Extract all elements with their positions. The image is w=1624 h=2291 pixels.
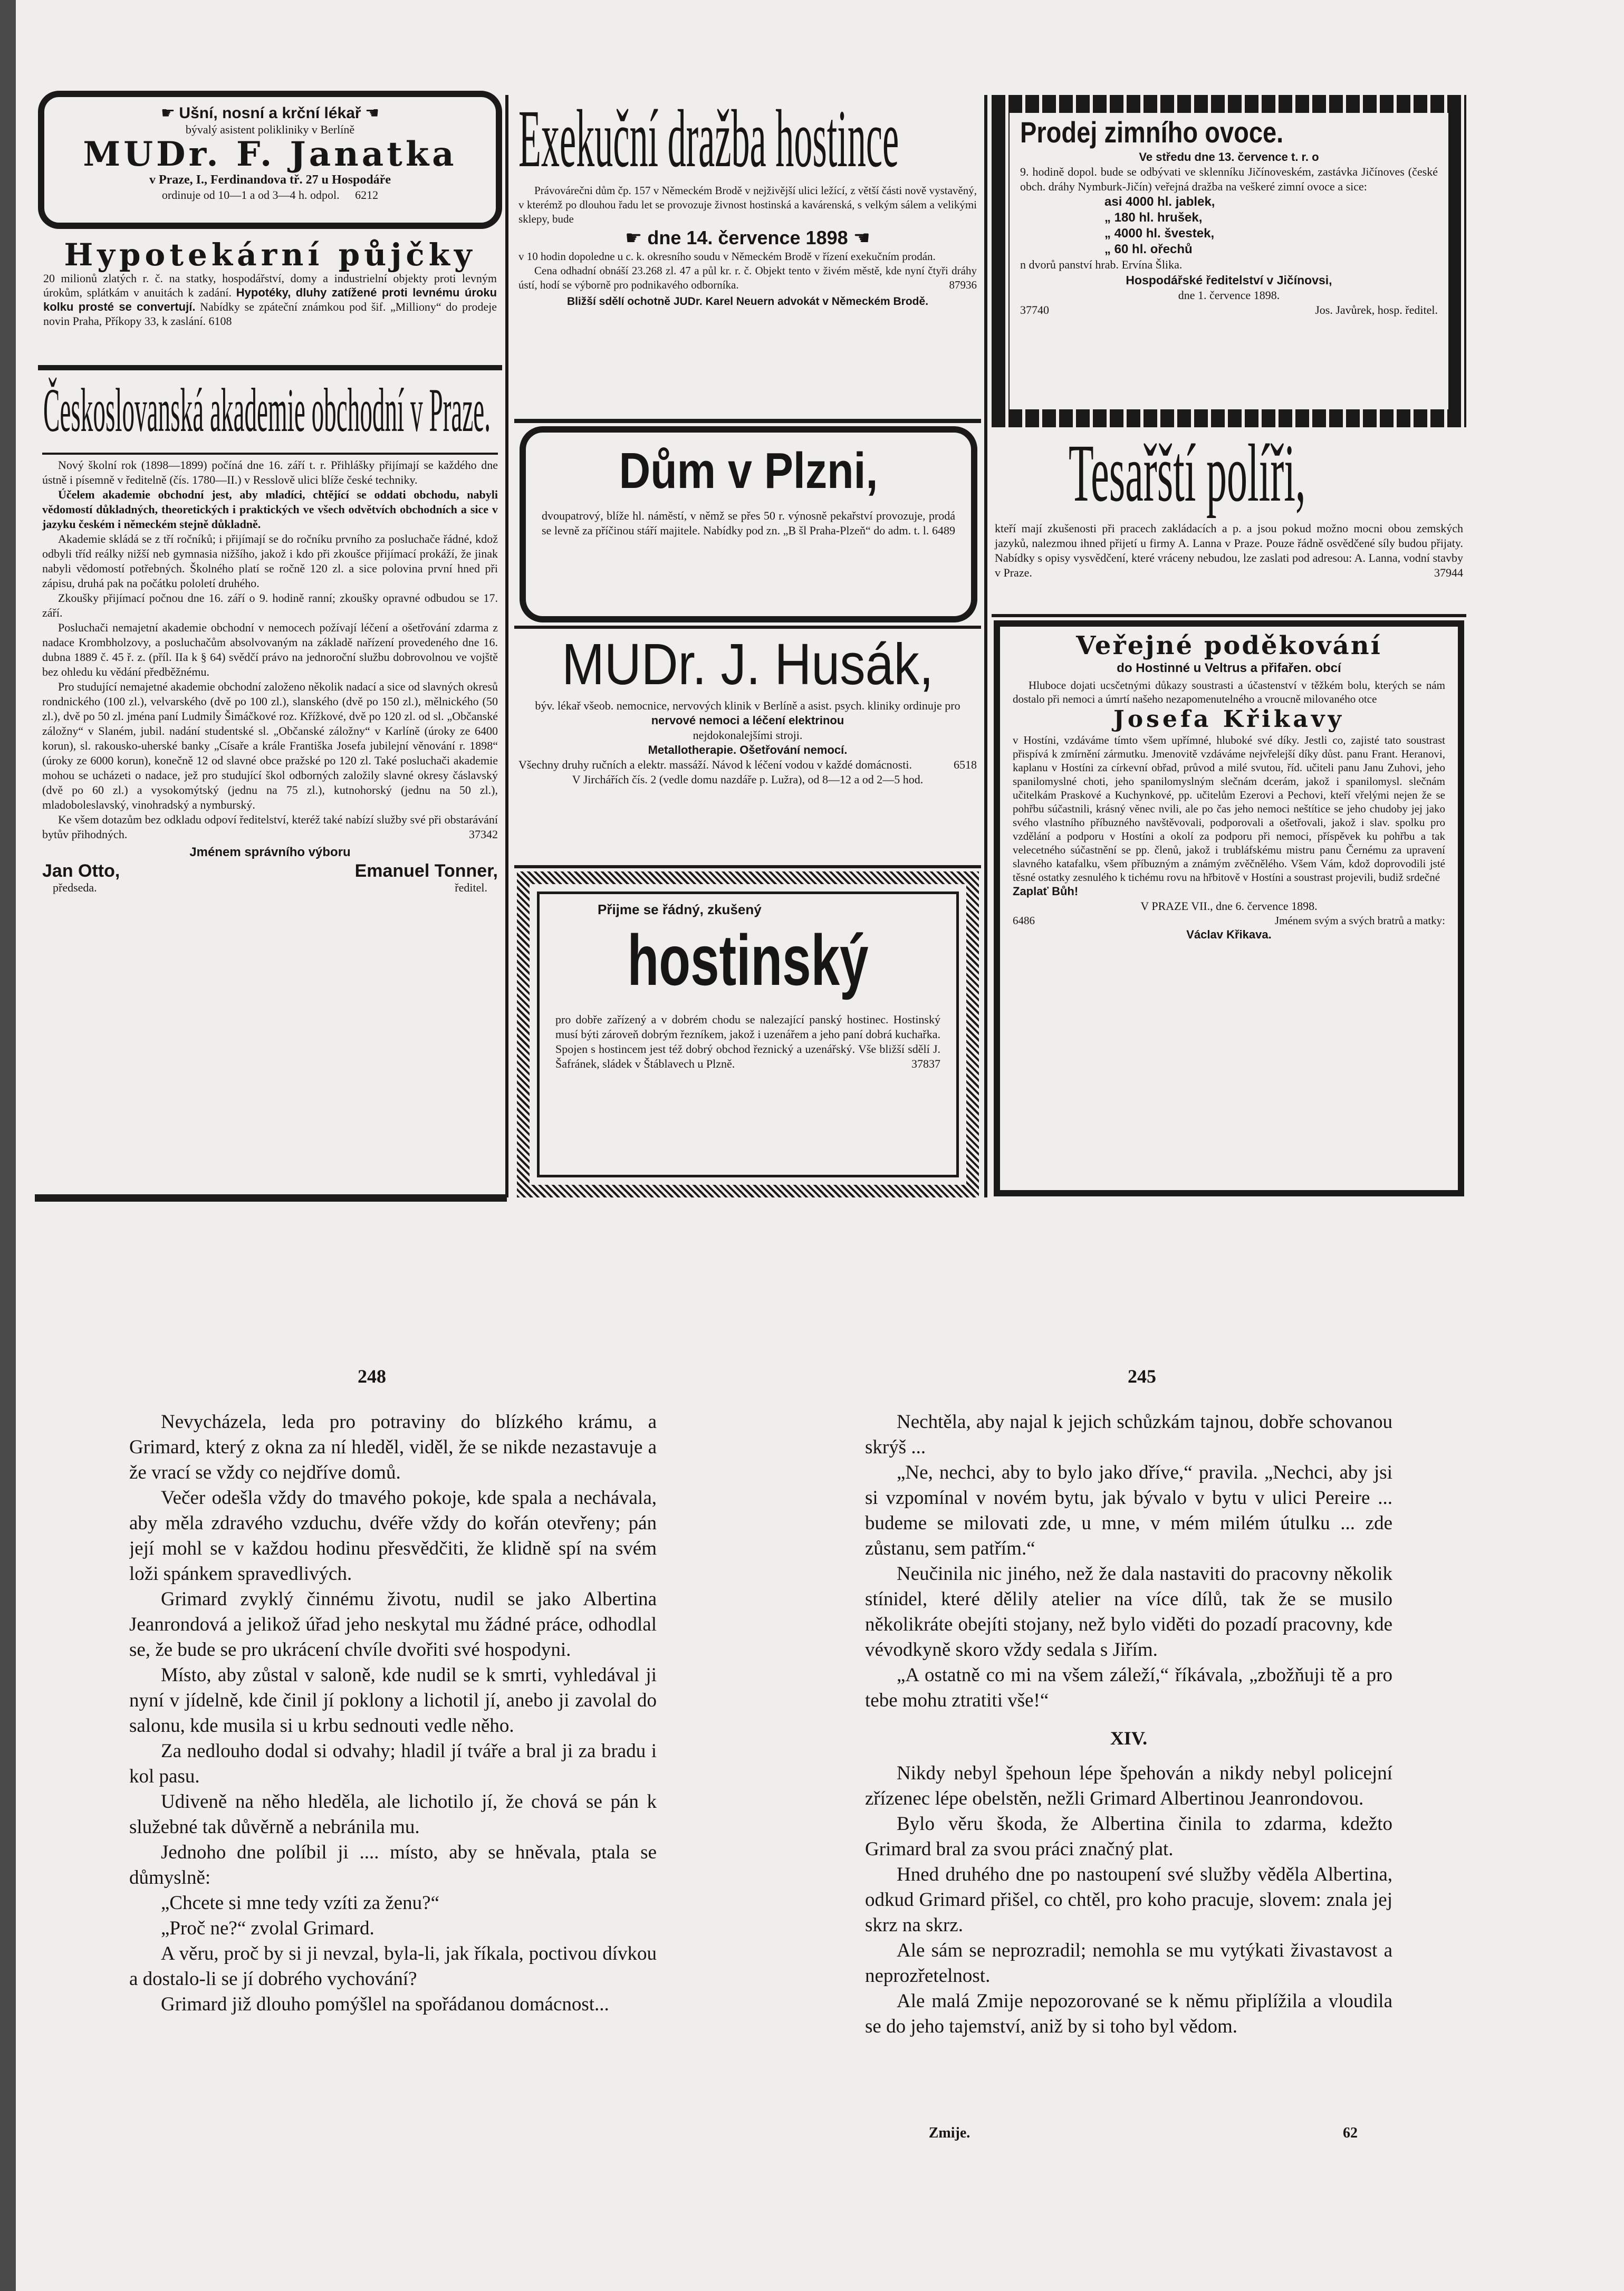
- ad-drazba-body: Právovárečni dům čp. 157 v Německém Brodě v nejživější ulici ležící, z větší části nově vystavěný, v kterémž po dlouhou řadu let se provozuje živnost hostinská a kavárenská, s velkým sálem a velikými sklepy, bude: [518, 184, 977, 225]
- novel-paragraph: A věru, proč by si ji nevzal, byla-li, jak říkala, poctivou dívkou a dostalo-li se jí dobrého vychování?: [129, 1943, 657, 1990]
- ad-podekovani-p2: v Hostíni, vzdáváme tímto všem upřímné, hluboké své díky. Jestli co, zajisté tato soustrast přispívá k zmírnění zármutku. Jmenovitě vzdáváme nejvřelejší díky důst. panu Frant. Heranovi, kaplanu v Hostíni za církevní obřad, průvod a milé svutou, říd. učiteli panu Janu Zuhovi, jeho spanilomyslné choti, jeho spanilomyslným slečnám dcerám, jakož i spanilomysl. slečnám učitelkám Praskové a Kuchynkové, pp. učitelům Ezerovi a Pechovi, kteří vřelými nejen že se pohřbu súčastnili, krásný věnec nvili, ale po čas jeho nemoci neštítice se jeho chudoby jej jako svého vlastního příbuzného navštěvovali, podporovali a ošetřovali, jakož i slav. spolku pro vzdělání a podporu v Hostíni a okolí za podporu při nemoci, příspěvek ku pohřbu a tak velecetného súčastnění se pp. členů, jakož i trubláfskému mistru panu Černému za upravení slavného katafalku, všem příbuzným a známým zvěčnělého. Všem Vám, kdož doprovodili jsté těsné ostatky zesnulého k tichému rovu na hřbitově v Hostíni a soustrast projevili, budiž srdečné: [1013, 734, 1445, 884]
- ad-dum-plzen: [520, 426, 977, 622]
- ad-janatka-address: v Praze, I., Ferdinandova tř. 27 u Hospodáře: [149, 173, 391, 187]
- ad-husak-line1: býv. lékař všeob. nemocnice, nervových klinik v Berlíně a asist. psych. kliniky ordinuje pro: [535, 699, 960, 712]
- ad-janatka-title: Ušní, nosní a krční lékař: [179, 104, 361, 122]
- ad-ovoce-lead: Ve středu dne 13. července t. r. o: [1139, 150, 1319, 164]
- ad-dum-ref: 6489: [932, 524, 955, 537]
- divider: [514, 626, 981, 629]
- left-page-number: 248: [358, 1366, 386, 1387]
- ad-husak: [514, 631, 981, 863]
- pointing-hand-icon: ☛: [625, 227, 642, 248]
- novel-paragraph: „Proč ne?“ zvolal Grimard.: [161, 1918, 374, 1939]
- ad-hypotekarni-bold: Hypotéky, dluhy zatížené proti levnému úroku kolku prosté se convertují.: [43, 286, 497, 313]
- novel-paragraph: Grimard zvyklý činnému životu, nudil se jako Albertina Jeanrondová a jelikož úřad jeho neskytal mu žádné práce, odhodlal se, že bude se pro ukrácení chvíle dvořiti své hospodyni.: [129, 1588, 657, 1661]
- ad-podekovani: [994, 620, 1464, 1196]
- divider: [992, 614, 1466, 617]
- novel-paragraph: Hned druhého dne po nastoupení své služby věděla Albertina, odkud Grimard přišel, co chtěl, pro koho pracuje, slovem: znala jej skrz na skrz.: [865, 1864, 1392, 1936]
- ad-akademie-p6: Pro studující nemajetné akademie obchodní založeno několik nadací a sice od slavných okresů rondnického (100 zl.), velvarského (dvě po 100 zl.), slanského (dvě po 150 zl.), mělnického (50 zl.), dvě po 50 zl. jména paní Ludmily Šimáčkové roz. Křížkové, dvě po 120 zl. od sl. „Občanské záložny“ v Slaném, jubil. nadání studentské sl. „Občanské záložny“ v Karlíně (úroky ze 6400 korun), sl. rakousko-uherské banky „Císaře a krále Františka Josefa jubilejní věnování r. 1898“ (úroky ze 6000 korun), konečně 12 od slavné obce pražské po 120 zl. Také posluchači akademie mohou se ucházeti o nadace, jež pro studující škol odborných založily slavné okresy čáslavský (dvě po 60 zl.) a vysokomýtský (jednu na 75 zl.), kutnohorský (jednu na 50 zl.), mladoboleslavský, vinohradský a nymburský.: [42, 680, 498, 811]
- chapter-heading: XIV.: [1110, 1728, 1148, 1749]
- ad-drazba: [514, 94, 981, 417]
- novel-paragraph: Večer odešla vždy do tmavého pokoje, kde spala a nechávala, aby měla zdravého vzduchu, dvéře vždy do kořán otevřeny; pán její mohl se v každou hodinu přesvědčiti, že klidně spí na svém loži spánkem spravedlivých.: [129, 1487, 657, 1585]
- ad-ovoce-item: asi 4000 hl. jablek,: [1104, 195, 1215, 209]
- ad-husak-line2: nervové nemoci a léčení elektrinou: [651, 714, 844, 727]
- ad-drazba-contact: Bližší sdělí ochotně JUDr. Karel Neuern advokát v Německém Brodě.: [566, 295, 929, 308]
- ad-ovoce-item: „ 180 hl. hrušek,: [1104, 210, 1203, 225]
- ad-ovoce-place: n dvorů panství hrab. Ervína Šlika.: [1020, 258, 1183, 271]
- ad-dum-title: Dům v Plzni,: [619, 443, 878, 499]
- novel-paragraph: Ale sám se neprozradil; nemohla se mu vytýkati živastavost a neprozřetelnost.: [865, 1940, 1392, 1987]
- ad-akademie-p1: Nový školní rok (1898—1899) počíná dne 16. září t. r. Přihlášky přijímají se každého dne ústně i písemně v ředitelně (čís. 1780—II.) v Resslově ulici blíže české techniky.: [42, 458, 498, 486]
- column-rule: [984, 95, 987, 1197]
- ad-hostinsky-ref: 37837: [911, 1057, 940, 1070]
- novel-paragraph: Jednoho dne políbil ji .... místo, aby se hněvala, ptala se důmyslně:: [129, 1842, 657, 1889]
- novel-paragraph: Za nedlouho dodal si odvahy; hladil jí tváře a bral ji za bradu i kol pasu.: [129, 1740, 657, 1787]
- ad-podekovani-date: V PRAZE VII., dne 6. července 1898.: [1140, 899, 1318, 913]
- ad-ovoce-body: 9. hodině dopol. bude se odbývati ve sklenníku Jičínoveském, zastávka Jičínoves (české obch. dráhy Nymburk-Jičín) veřejná dražba na veškeré zimní ovoce a sice:: [1020, 165, 1438, 193]
- ad-janatka-ref: 6212: [355, 188, 379, 202]
- ad-hypotekarni-tail: Nabídky se zpáteční známkou pod šif. „Milliony“ do prodeje novin Praha, Příkopy 33, k zaslání.: [43, 300, 497, 328]
- divider: [38, 365, 502, 370]
- ad-ovoce-ref: 37740: [1020, 303, 1049, 317]
- novel-paragraph: Nevycházela, leda pro potraviny do blízkého krámu, a Grimard, který z okna za ní hleděl, viděl, že se nikde nezastavuje a že vrací se vždy co nejdříve domů.: [129, 1411, 657, 1483]
- novel-paragraph: Udiveně na něho hleděla, ale lichotilo jí, že chová se pán k služebné tak důvěrně a nebránila mu.: [129, 1791, 657, 1838]
- ad-hostinsky-top: Přijme se řádný, zkušený: [598, 902, 762, 917]
- ad-drazba-date: dne 14. července 1898: [647, 227, 848, 248]
- ad-podekovani-p1: Hluboce dojati ucsčetnými důkazy soustrasti a účastenství v těžkém bolu, kterých se nám dostalo při nemoci a úmrtí našeho nezapomenutelného a vroucně milovaného otce: [1013, 679, 1445, 705]
- novel-footer-title: Zmije.: [928, 2125, 970, 2141]
- novel-paragraph: Grimard již dlouho pomýšlel na spořádanou domácnost...: [161, 1993, 609, 2015]
- ad-akademie-p5: Posluchači nemajetní akademie obchodní v nemocech požívají léčení a ošetřování zdarma z nadace Krombholzovy, a posluchačům absolvovaným na základě nařízení provedeného dne 16. dubna 1889 č. 45 ř. z. (příl. IIa k § 64) svědčí právo na jednoroční službu dobrovolnou ve vojště bez ohledu ku vědání předběžnému.: [42, 621, 498, 678]
- novel-paragraph: „Chcete si mne tedy vzíti za ženu?“: [161, 1892, 440, 1914]
- ad-drazba-body3: Cena odhadní obnáší 23.268 zl. 47 a půl kr. r. č. Objekt tento v živém městě, kde nyní čtyři dráhy ústí, hodí se výborně pro podnikavého odborníka.: [518, 264, 977, 291]
- divider: [42, 453, 498, 455]
- ad-akademie-sign-left: Jan Otto,: [42, 861, 120, 881]
- ad-janatka-subtitle: bývalý asistent polikliniky v Berlíně: [185, 123, 355, 136]
- ad-podekovani-ref: 6486: [1013, 914, 1035, 927]
- ad-drazba-title: Exekuční dražba hostince: [518, 94, 899, 184]
- divider: [35, 1194, 507, 1202]
- novel-paragraph: Nikdy nebyl špehoun lépe špehován a nikdy nebyl policejní zřízenec lépe obelstěn, nežli Grimard Albertinou Jeanrondovou.: [865, 1762, 1392, 1809]
- pointing-hand-icon: ☛: [161, 104, 175, 122]
- ad-hostinsky-title: hostinský: [627, 920, 869, 1000]
- ad-husak-line4: Metallotherapie. Ošetřování nemocí.: [648, 743, 848, 756]
- ad-hypotekarni-title: Hypotekární půjčky: [64, 237, 476, 273]
- ad-janatka-name: MUDr. F. Janatka: [83, 135, 457, 174]
- page-edge: [0, 0, 16, 2291]
- ad-hypotekarni-body: 20 milionů zlatých r. č. na statky, hospodářství, domy a industrielní objekty proti levným úrokům, splátkám v anuitách k zadání.: [43, 272, 497, 299]
- novel-footer-number: 62: [1343, 2125, 1358, 2141]
- ad-podekovani-title: Veřejné poděkování: [1076, 631, 1382, 660]
- novel-right-column: [865, 1410, 1392, 2137]
- ad-podekovani-subtitle: do Hostinné u Veltrus a přifařen. obcí: [1117, 661, 1341, 675]
- ad-akademie-sign-left-role: předseda.: [53, 881, 97, 894]
- ad-ovoce-item: „ 4000 hl. švestek,: [1104, 226, 1215, 241]
- ad-podekovani-sign: Jménem svým a svých bratrů a matky:: [1274, 914, 1445, 927]
- ad-akademie-sign-head: Jménem správního výboru: [189, 845, 351, 859]
- ad-hypotekarni-ref: 6108: [208, 314, 232, 328]
- ad-janatka: [38, 91, 502, 229]
- ad-drazba-ref: 87936: [949, 279, 977, 291]
- ad-husak-line5: Všechny druhy ručních a elektr. massáží. Návod k léčení vodou v každé domácnosti.: [518, 758, 912, 771]
- ad-ovoce-signer: Jos. Javůrek, hosp. ředitel.: [1315, 303, 1438, 317]
- right-page-number: 245: [1128, 1366, 1156, 1387]
- ad-hypotekarni: [38, 235, 502, 363]
- novel-paragraph: Neučinila nic jiného, než že dala nastaviti do pracovny několik stínidel, které dělily atelier na více dílů, tak že se musilo několikráte obejíti stojany, než bylo viděti do pozadí pracovny, kde vévodkyně skoro vždy sedala s Jiřím.: [865, 1563, 1392, 1661]
- novel-left-column: [129, 1410, 657, 2137]
- ad-tesarsti-body: kteří mají zkušenosti při pracech zakládacích a p. a jsou pokud možno mocni obou zemských jazyků, nalezmou ihned přijetí u firmy A. Lanna v Praze. Pouze řádně osvědčené síly budou přijaty. Nabídky s opisy vysvědčení, které vráceny nebudou, lze zaslati pod adresou: A. Lanna, vodní stavby v Praze.: [995, 522, 1463, 579]
- ad-akademie: [38, 373, 502, 1192]
- ad-akademie-sign-right: Emanuel Tonner,: [354, 861, 498, 881]
- novel-paragraph: „A ostatně co mi na všem záleží,“ říkávala, „zbožňuji tě a pro tebe mohu ztratiti vše!“: [865, 1664, 1392, 1711]
- novel-paragraph: Místo, aby zůstal v saloně, kde nudil se k smrti, vyhledával ji nyní v jídelně, kde činil jí poklony a lichotil jí, anebo ji zavolal do salonu, kde musila si u krbu sednouti vedle něho.: [129, 1664, 657, 1737]
- ad-podekovani-zaplat: Zaplať Bůh!: [1013, 885, 1079, 898]
- ad-podekovani-name: Josefa Křikavy: [1113, 706, 1344, 733]
- ad-husak-line3: nejdokonalejšími stroji.: [693, 728, 803, 742]
- ad-janatka-hours: ordinuje od 10—1 a od 3—4 h. odpol.: [161, 188, 340, 202]
- ad-akademie-p3: Akademie skládá se z tří ročníků; i přijímají se do ročníku prvního za posluchače řádné, kdož odbyli tříd reálky nižší neb gymnasia nižšího, jakož i kdo při zkoušce přijímací prokáží, že jinak nabyli vědomostí potřebných. Školného platí se ročně 120 zl. a sice polovina první hned při zápisu, druhá pak na počátku pololetí druhého.: [42, 532, 498, 590]
- ad-akademie-p7: Ke všem dotazům bez odkladu odpoví ředitelství, kteréž také nabízí služby své při obstarávání bytův přihodných.: [42, 813, 498, 841]
- ad-hostinsky: [517, 871, 979, 1197]
- column-rule: [505, 95, 508, 1197]
- ad-akademie-title: Českoslovanská akademie obchodní v Praze.: [43, 376, 491, 445]
- pointing-hand-icon: ☚: [365, 104, 379, 122]
- ad-tesarsti-title: Tesařští políři,: [1069, 428, 1306, 518]
- ad-ovoce-org: Hospodářské ředitelství v Jičínovsi,: [1126, 273, 1332, 287]
- ad-ovoce-title: Prodej zimního ovoce.: [1020, 116, 1284, 149]
- divider: [514, 419, 981, 423]
- ad-husak-ref: 6518: [954, 758, 977, 771]
- novel-paragraph: Bylo věru škoda, že Albertina činila to zdarma, kdežto Grimard bral za svou práci značný plat.: [865, 1813, 1392, 1860]
- ad-podekovani-signer: Václav Křikava.: [1186, 928, 1272, 941]
- ad-ovoce-date: dne 1. července 1898.: [1178, 289, 1280, 302]
- ad-ovoce: [992, 95, 1466, 427]
- ad-drazba-body2: v 10 hodin dopoledne u c. k. okresního soudu v Německém Brodě v řízení exekučním prodán.: [518, 250, 936, 263]
- ad-tesarsti-ref: 37944: [1434, 566, 1463, 579]
- ad-akademie-ref: 37342: [469, 828, 498, 841]
- ad-dum-body: dvoupatrový, blíže hl. náměstí, v němž se přes 50 r. výnosně pekařství provozuje, prodá se levně za příčinou stáří majitele. Nabídky pod zn. „B šl Praha-Plzeň“ do adm. t. l.: [542, 509, 955, 537]
- ad-husak-title: MUDr. J. Husák,: [562, 632, 934, 697]
- ad-tesarsti: [992, 428, 1466, 617]
- pointing-hand-icon: ☚: [853, 227, 870, 248]
- divider: [514, 865, 981, 868]
- novel-paragraph: Nechtěla, aby najal k jejich schůzkám tajnou, dobře schovanou skrýš ...: [865, 1411, 1392, 1458]
- ad-husak-line6: V Jirchářích čís. 2 (vedle domu nazdáře p. Lužra), od 8—12 a od 2—5 hod.: [572, 773, 924, 786]
- novel-paragraph: „Ne, nechci, aby to bylo jako dříve,“ pravila. „Nechci, aby jsi si vzpomínal v novém bytu, jak bývalo v bytu v ulici Pereire ... budeme se milovati zde, u mne, v mém milém útulku ... zde zůstanu, sem patřím.“: [865, 1462, 1392, 1559]
- ad-akademie-p4: Zkoušky přijímací počnou dne 16. září o 9. hodině ranní; zkoušky opravné odbudou se 17. září.: [42, 591, 498, 619]
- ad-hostinsky-body: pro dobře zařízený a v dobrém chodu se nalezající panský hostinec. Hostinský musí býti zároveň dobrým řezníkem, jakož i uzenářem a jeho paní dobrá kuchařka. Spojen s hostincem jest též dobrý obchod řeznický a uzenářský. Vše bližší sdělí J. Šafránek, sládek v Štáblavech u Plzně.: [555, 1013, 940, 1070]
- ad-akademie-sign-right-role: ředitel.: [455, 881, 487, 894]
- ad-ovoce-item: „ 60 hl. ořechů: [1104, 242, 1193, 256]
- ad-akademie-p2: Účelem akademie obchodní jest, aby mladíci, chtějící se oddati obchodu, nabyli vědomostí důkladných, theoretických i praktických ve všech odvětvích obchodních a sice v jazyku českém i německém stejně důkladně.: [42, 488, 498, 531]
- novel-paragraph: Ale malá Zmije nepozorované se k němu připlížila a vloudila se do jeho tajemství, aniž by si toho byl vědom.: [865, 1990, 1392, 2037]
